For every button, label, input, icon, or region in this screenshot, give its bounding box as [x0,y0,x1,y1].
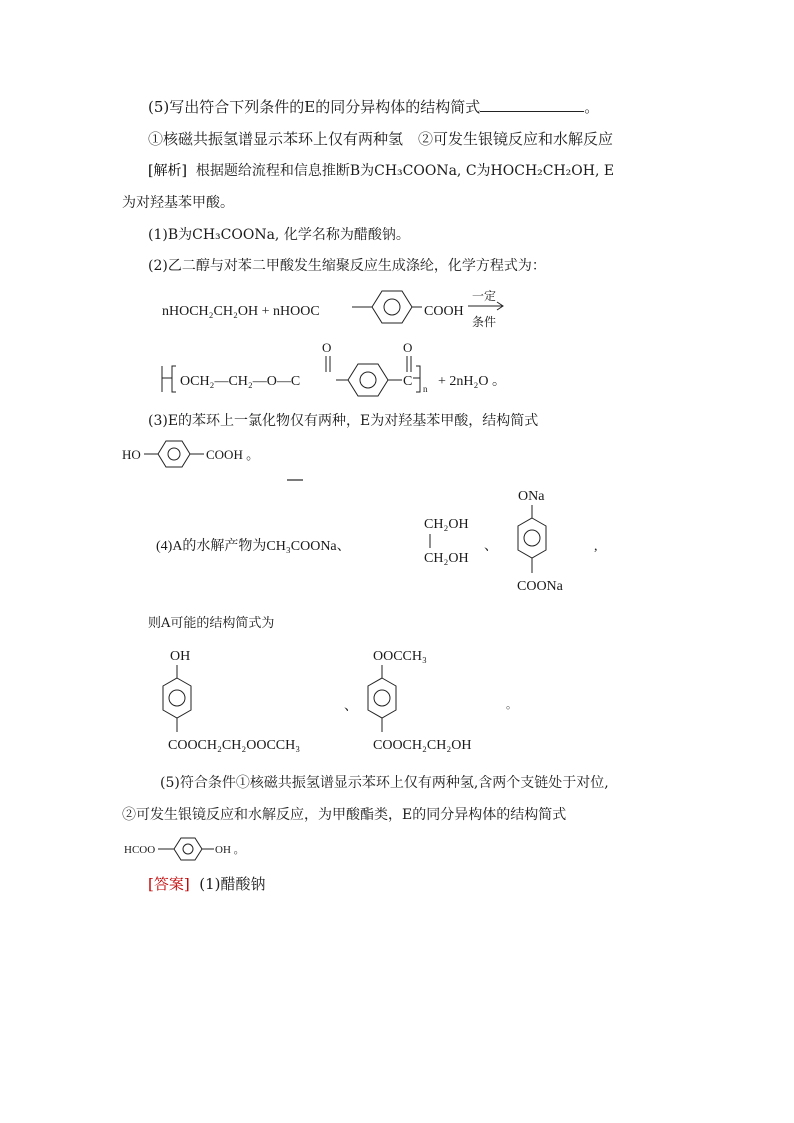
question-5-conditions: ①核磁共振氢谱显示苯环上仅有两种氢 ②可发生银镜反应和水解反应 [148,130,614,148]
p4-ona: ONa [518,489,545,504]
p4-text: (4)A的水解产物为CH₃COONa、 [156,539,351,554]
a2-top: OOCCH₃ [373,649,427,664]
eq2-chain: OCH₂—CH₂—O—C [180,374,301,389]
eq1-left: nHOCH₂CH₂OH + nHOOC [162,304,320,319]
p4-coona: COONa [517,579,563,594]
p3-right: COOH 。 [206,447,260,462]
eq2-carbon: C [403,374,413,389]
analysis-line-1-text: 根据题给流程和信息推断B为CH₃COONa, C为HOCH₂CH₂OH, E [195,163,615,179]
analysis-p5-line-2: ②可发生银镜反应和水解反应，为甲酸酯类，E的同分异构体的结构简式 [122,807,567,823]
analysis-p1: (1)B为CH₃COONa, 化学名称为醋酸钠。 [148,227,410,243]
p4-ch2oh-bottom: CH₂OH [424,551,469,566]
analysis-p4-then: 则A可能的结构简式为 [148,616,275,631]
p4-comma: , [594,539,598,554]
answer-tag: [答案] [148,875,190,893]
answer-line [148,873,266,894]
p5-left: HCOO [124,844,156,856]
analysis-p2: (2)乙二醇与对苯二甲酸发生缩聚反应生成涤纶，化学方程式为： [148,258,546,274]
question-5-text: (5)写出符合下列条件的E的同分异构体的结构简式 [148,98,481,116]
analysis-p5-line-1: (5)符合条件①核磁共振氢谱显示苯环上仅有两种氢,含两个支链处于对位, [160,775,609,791]
eq2-n: n [423,384,428,394]
p4-ch2oh-top: CH₂OH [424,517,469,532]
eq2-tail: + 2nH₂O 。 [438,374,506,389]
a1-bottom: COOCH₂CH₂OOCCH₃ [168,738,301,753]
eq1-condition-bottom: 条件 [472,315,497,329]
eq1-condition-top: 一定 [472,289,497,303]
a-separator: 、 [344,699,358,714]
p5-right: OH 。 [215,844,245,856]
eq2-oxygen-2: O [403,340,413,355]
p4-separator: 、 [484,539,498,554]
p3-left: HO [122,447,141,462]
a2-bottom: COOCH₂CH₂OH [373,738,472,753]
benzene-ring-icon [158,838,214,860]
analysis-tag: [解析] [148,163,187,179]
a-end: 。 [506,699,517,711]
analysis-p3: (3)E的苯环上一氯化物仅有两种，E为对羟基苯甲酸，结构简式 [148,413,539,429]
eq2-oxygen-1: O [322,340,332,355]
answer-text: (1)醋酸钠 [199,875,266,893]
eq1-right: COOH [424,304,464,319]
a1-top: OH [170,649,191,664]
question-5-end: 。 [584,98,600,116]
analysis-line-2: 为对羟基苯甲酸。 [122,195,234,211]
